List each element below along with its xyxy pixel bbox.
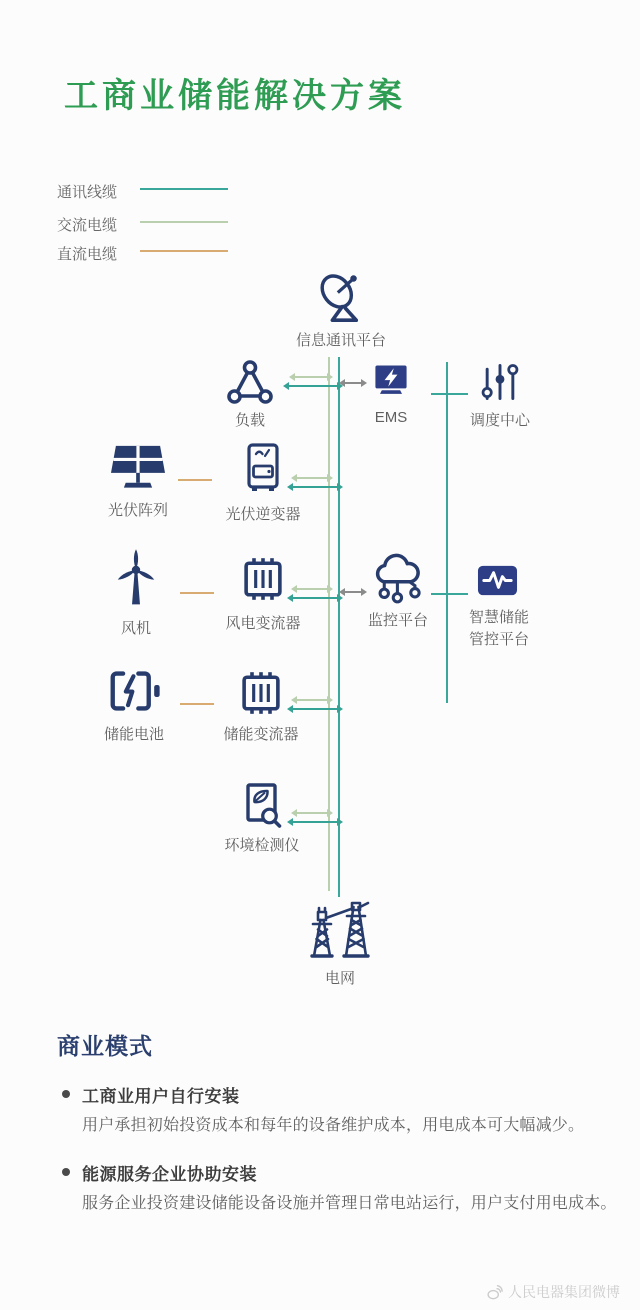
- label-pv-array: 光伏阵列: [107, 502, 169, 519]
- legend-line-ac: [140, 221, 228, 223]
- wind-turbine-icon: [108, 547, 164, 608]
- gray-arrow-monitor: [344, 591, 362, 593]
- cloud-platform-icon: [370, 552, 427, 605]
- label-comm-platform: 信息通讯平台: [295, 332, 387, 349]
- comm-arrow-storage: [292, 708, 338, 710]
- satellite-dish-icon: [314, 270, 366, 326]
- dc-link-wind: [180, 592, 214, 594]
- wind-converter-icon: [236, 552, 290, 606]
- comm-bus-line: [338, 357, 340, 897]
- watermark-text: 人民电器集团微博: [508, 1284, 620, 1300]
- comm-arrow-pv: [292, 486, 338, 488]
- storage-converter-icon: [234, 666, 288, 720]
- pv-inverter-icon: [239, 441, 287, 495]
- legend-line-comm: [140, 188, 228, 190]
- label-dispatch: 调度中心: [469, 412, 531, 429]
- dc-link-pv: [178, 479, 212, 481]
- label-load: 负载: [234, 412, 266, 429]
- ac-arrow-storage: [296, 699, 328, 701]
- battery-icon: [103, 667, 165, 715]
- ac-arrow-load: [294, 376, 328, 378]
- comm-arrow-env: [292, 821, 338, 823]
- label-grid: 电网: [324, 970, 356, 987]
- right-comm-line: [446, 362, 448, 703]
- gray-arrow-ems: [344, 382, 362, 384]
- business-item-2-desc: 服务企业投资建设储能设备设施并管理日常电站运行，用户支付用电成本。: [82, 1195, 617, 1212]
- label-storage-converter: 储能变流器: [223, 726, 299, 743]
- ac-arrow-pv: [296, 477, 328, 479]
- business-heading: 商业模式: [57, 1033, 153, 1059]
- label-ems: EMS: [374, 409, 408, 426]
- env-detector-icon: [238, 780, 286, 830]
- label-smart-platform-line1: 智慧储能: [468, 609, 530, 626]
- bullet-dot: [62, 1168, 70, 1176]
- label-monitor-platform: 监控平台: [367, 612, 429, 629]
- solar-panel-icon: [106, 441, 170, 495]
- business-item-2-title: 能源服务企业协助安装: [82, 1165, 257, 1184]
- label-wind-converter: 风电变流器: [225, 615, 301, 632]
- sliders-icon: [478, 360, 522, 404]
- legend-label-ac: 交流电缆: [57, 217, 118, 234]
- ac-arrow-env: [296, 812, 328, 814]
- legend-label-comm: 通讯线缆: [57, 184, 118, 201]
- comm-arrow-wind: [292, 597, 338, 599]
- label-env-detector: 环境检测仪: [224, 837, 300, 854]
- ac-arrow-wind: [296, 588, 328, 590]
- monitor-smart-connector: [431, 593, 468, 595]
- weibo-icon: [486, 1284, 503, 1301]
- legend-label-dc: 直流电缆: [57, 246, 118, 263]
- ems-screen-icon: [368, 360, 414, 404]
- watermark: [486, 1282, 620, 1302]
- label-wind-turbine: 风机: [120, 620, 152, 637]
- load-icon: [225, 358, 275, 406]
- bullet-dot: [62, 1090, 70, 1098]
- comm-arrow-load: [288, 385, 338, 387]
- power-grid-towers-icon: [302, 897, 378, 963]
- dc-link-battery: [180, 703, 214, 705]
- legend-line-dc: [140, 250, 228, 252]
- business-item-1-desc: 用户承担初始投资成本和每年的设备维护成本，用电成本可大幅减少。: [82, 1117, 585, 1134]
- business-item-1-title: 工商业用户自行安装: [82, 1087, 240, 1106]
- page-title: 工商业储能解决方案: [64, 78, 406, 115]
- label-pv-inverter: 光伏逆变器: [225, 506, 301, 523]
- pulse-screen-icon: [474, 560, 521, 601]
- label-smart-platform-line2: 管控平台: [468, 631, 530, 648]
- label-battery: 储能电池: [103, 726, 165, 743]
- ems-dispatch-connector: [431, 393, 468, 395]
